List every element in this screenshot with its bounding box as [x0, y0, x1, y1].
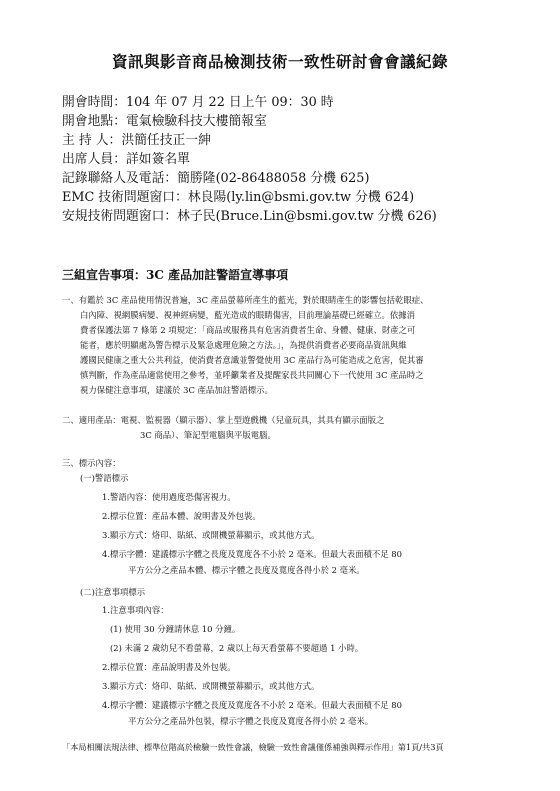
item-1-line: 能者，應於明顯處為警告標示及緊急處理危險之方法。」，為提供消費者必要商品資訊與維: [80, 340, 407, 350]
warning-label-line: 2.標示位置：產品本體、說明書及外包裝。: [102, 511, 261, 521]
warning-label-line: 4.標示字體：建議標示字體之長度及寬度各不小於 2 毫米。但最大表面積不足 80: [102, 549, 402, 559]
item-1-line: 護國民健康之重大公共利益，使消費者意識並警覺使用 3C 產品行為可能造成之危害，促其審: [80, 355, 424, 365]
notice-label-line: 4.標示字體：建議標示字體之長度及寬度各不小於 2 毫米。但最大表面積不足 80: [102, 700, 402, 710]
item-3-heading: 三、標示內容：: [62, 458, 121, 468]
notice-label-line: 1.注意事項內容：: [102, 605, 169, 615]
meeting-attendees: 出席人員：詳如簽名單: [62, 152, 190, 167]
notice-label-line: 平方公分之產品外包裝，標示字體之長度及寬度各得小於 2 毫米。: [128, 716, 374, 726]
meeting-location: 開會地點：電氣檢驗科技大樓簡報室: [62, 114, 267, 129]
page-footer: 「本局相關法規法律、標準位階高於檢驗一致性會議，檢驗一致性會議僅係補強與釋示作用」第1頁/共3頁: [62, 742, 444, 752]
safety-contact: 安規技術問題窗口：林子民(Bruce.Lin@bsmi.gov.tw 分機 626): [62, 209, 437, 224]
meeting-recorder: 記錄聯絡人及電話：簡勝隆(02-86488058 分機 625): [62, 171, 370, 186]
item-1-line: 費者保護法第 7 條第 2 項規定：「商品或服務具有危害消費者生命、身體、健康、財產之可: [80, 325, 416, 335]
notice-label-line: (2) 未滿 2 歲幼兒不看螢幕，2 歲以上每天看螢幕不要超過 1 小時。: [110, 643, 364, 653]
section-heading: 三組宣告事項：3C 產品加註警語宣導事項: [62, 268, 289, 282]
notice-label-line: 2.標示位置：產品說明書及外包裝。: [102, 662, 236, 672]
notice-label-line: (1) 使用 30 分鐘請休息 10 分鐘。: [110, 624, 241, 634]
meeting-chair: 主 持 人：洪簡任技正一紳: [62, 133, 211, 148]
meeting-time: 開會時間：104 年 07 月 22 日上午 09：30 時: [62, 95, 334, 110]
item-1-line: 慎判斷，作為產品適當使用之參考，並呼籲業者及提醒家長共同關心下一代使用 3C 產品時之: [80, 370, 424, 380]
item-2-line: 二、適用產品：電視、監視器（顯示器）、掌上型遊戲機（兒童玩具，其具有顯示面版之: [62, 415, 385, 425]
item-1-line: 一、有鑑於 3C 產品使用情況普遍，3C 產品螢幕所產生的藍光，對於眼睛產生的影響包括乾眼症、: [62, 295, 429, 305]
item-1-line: 視力保健注意事項，建議於 3C 產品加註警語標示。: [80, 385, 273, 395]
warning-label-heading: (一)警語標示: [80, 473, 129, 483]
warning-label-line: 1.警語內容：使用過度恐傷害視力。: [102, 492, 236, 502]
notice-label-line: 3.顯示方式：烙印、貼紙、或開機螢幕顯示，或其他方式。: [102, 681, 320, 691]
item-2-line: 3C 商品）、筆記型電腦與平版電腦。: [140, 430, 276, 440]
warning-label-line: 3.顯示方式：烙印、貼紙、或開機螢幕顯示，或其他方式。: [102, 530, 320, 540]
item-1-line: 白內障、視網膜病變、視神經病變，藍光造成的眼睛傷害，目前理論基礎已經確立。依據消: [80, 310, 415, 320]
warning-label-line: 平方公分之產品本體、標示字體之長度及寬度各得小於 2 毫米。: [128, 565, 365, 575]
emc-contact: EMC 技術問題窗口：林良陽(ly.lin@bsmi.gov.tw 分機 624): [62, 190, 415, 205]
document-title: 資訊與影音商品檢測技術一致性研討會會議紀錄: [111, 52, 448, 71]
notice-label-heading: (二)注意事項標示: [80, 587, 146, 597]
meeting-info: [62, 93, 437, 226]
